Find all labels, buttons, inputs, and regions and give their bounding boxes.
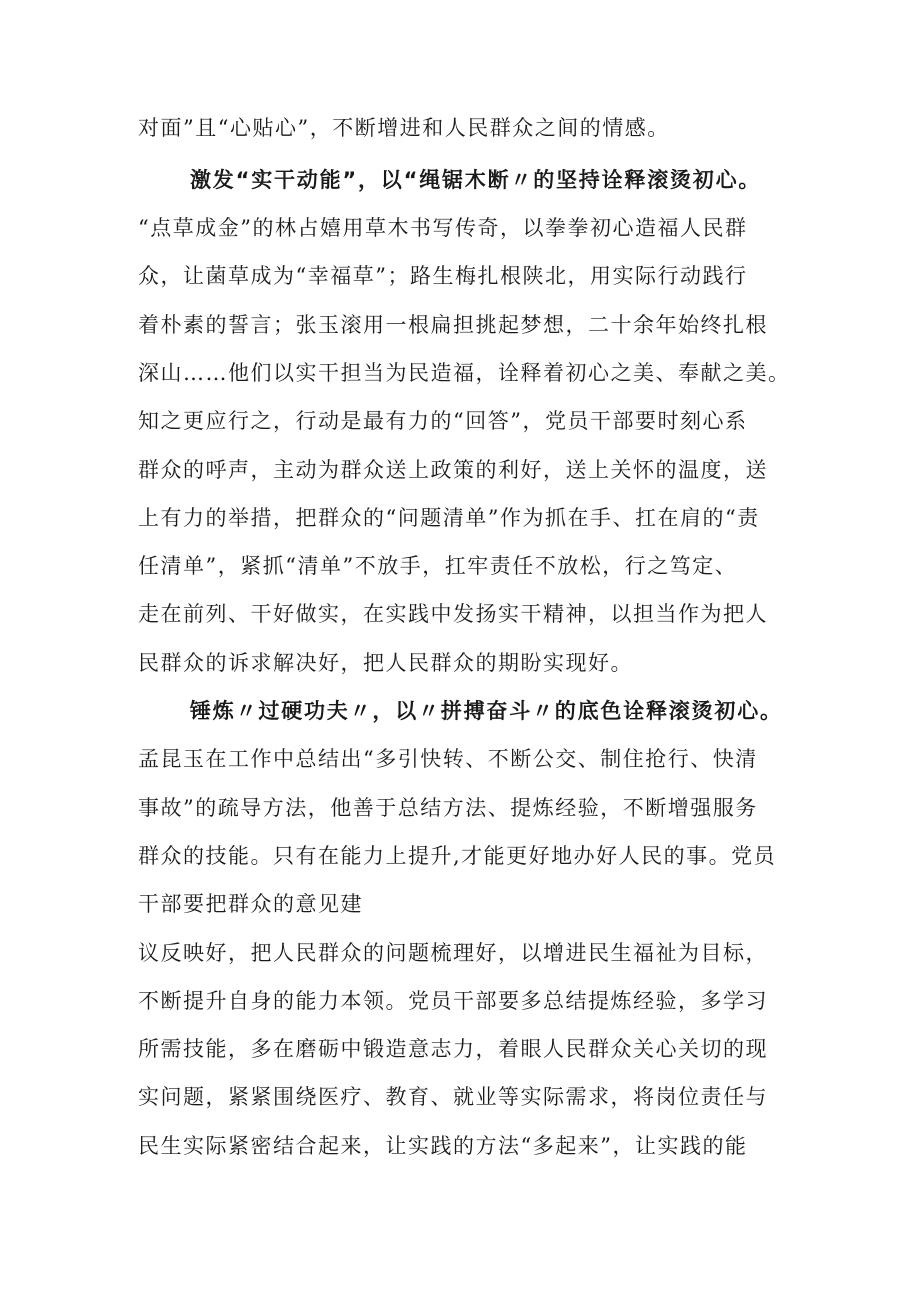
text-line: 着朴素的誓言；张玉滚用一根扁担挑起梦想，二十余年始终扎根 (138, 313, 768, 337)
text-line: 议反映好，把人民群众的问题梳理好，以增进民生福祉为目标， (138, 941, 768, 965)
text-line: 上有力的举措，把群众的“问题清单”作为抓在手、扛在肩的“责 (138, 506, 760, 530)
text-line: 干部要把群众的意见建 (138, 892, 363, 916)
text-line: 走在前列、干好做实，在实践中发扬实干精神，以担当作为把人 (138, 602, 768, 626)
text-line: “点草成金”的林占嬉用草木书写传奇，以拳拳初心造福人民群 (138, 216, 748, 240)
text-line: 对面”且“心贴心”，不断增进和人民群众之间的情感。 (138, 116, 670, 140)
text-line: 实问题，紧紧围绕医疗、教育、就业等实际需求，将岗位责任与 (138, 1085, 768, 1109)
text-line: 不断提升自身的能力本领。党员干部要多总结提炼经验，多学习 (138, 989, 768, 1013)
text-line: 民群众的诉求解决好，把人民群众的期盼实现好。 (138, 651, 633, 675)
text-line: 所需技能，多在磨砺中锻造意志力，着眼人民群众关心关切的现 (138, 1037, 768, 1061)
text-line: 任清单”，紧抓“清单”不放手，扛牢责任不放松，行之笃定、 (138, 554, 738, 578)
text-line: 事故”的疏导方法，他善于总结方法、提炼经验，不断增强服务 (138, 796, 758, 820)
text-line: 孟昆玉在工作中总结出“多引快转、不断公交、制住抢行、快清 (138, 747, 758, 771)
text-line: 民生实际紧密结合起来，让实践的方法“多起来”，让实践的能 (138, 1134, 748, 1158)
text-line: 深山……他们以实干担当为民造福，诠释着初心之美、奉献之美。 (138, 361, 791, 385)
paragraph-heading: 锤炼〃过硬功夫〃，以〃拼搏奋斗〃的底色诠释滚烫初心。 (190, 699, 783, 723)
text-line: 知之更应行之，行动是最有力的“回答”，党员干部要时刻心系 (138, 409, 748, 433)
text-line: 众，让菌草成为“幸福草”；路生梅扎根陕北，用实际行动践行 (138, 264, 748, 288)
text-line: 群众的呼声，主动为群众送上政策的利好，送上关怀的温度，送 (138, 458, 768, 482)
text-line: 群众的技能。只有在能力上提升,才能更好地办好人民的事。党员 (138, 844, 777, 868)
paragraph-heading: 激发“实干动能”，以“绳锯木断〃的坚持诠释滚烫初心。 (190, 168, 762, 192)
